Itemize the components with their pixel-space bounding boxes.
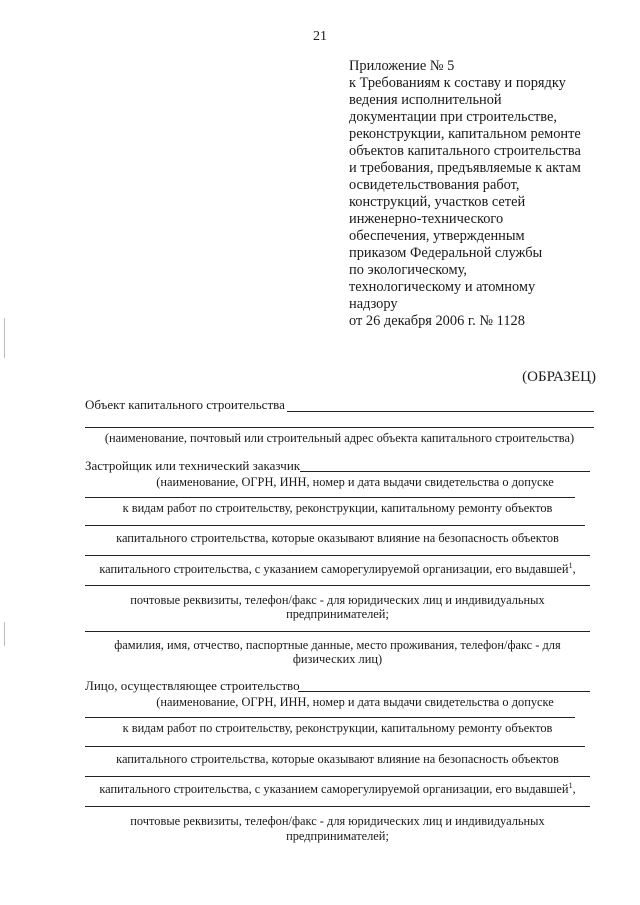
appendix-line: документации при строительстве, (349, 109, 557, 125)
caption-text: капитального строительства, с указанием саморегулируемой организации, его выдавшей (99, 782, 569, 797)
object-field-line-2[interactable] (85, 427, 594, 428)
developer-field-line[interactable] (300, 471, 590, 472)
builder-field-line-5[interactable] (85, 806, 590, 807)
footnote-mark: 1 (568, 781, 573, 790)
developer-caption: к видам работ по строительству, реконструкции, капитальному ремонту объектов (122, 501, 553, 515)
appendix-line: по экологическому, (349, 262, 467, 278)
builder-field-line-2[interactable] (85, 717, 575, 718)
builder-caption: к видам работ по строительству, реконструкции, капитальному ремонту объектов (122, 721, 553, 735)
developer-field-line-6[interactable] (85, 631, 590, 632)
appendix-line: и требования, предъявляемые к актам (349, 160, 581, 176)
object-field-line[interactable] (287, 411, 594, 412)
appendix-header (349, 58, 619, 330)
developer-field-line-5[interactable] (85, 585, 590, 586)
developer-field-line-3[interactable] (85, 525, 585, 526)
appendix-line: технологическому и атомному (349, 279, 536, 295)
appendix-line: освидетельствования работ, (349, 177, 520, 193)
developer-field-line-4[interactable] (85, 555, 590, 556)
appendix-line: приказом Федеральной службы (349, 245, 543, 261)
builder-caption: почтовые реквизиты, телефон/факс - для юридических лиц и индивидуальных (130, 814, 545, 828)
appendix-line: надзору (349, 296, 398, 312)
caption-text: капитального строительства, с указанием саморегулируемой организации, его выдавшей (99, 562, 569, 577)
developer-caption: предпринимателей; (286, 607, 389, 621)
appendix-line: инженерно-технического (349, 211, 504, 227)
builder-caption: (наименование, ОГРН, ИНН, номер и дата выдачи свидетельства о допуске (156, 695, 554, 709)
appendix-line: реконструкции, капитальном ремонте (349, 126, 581, 142)
object-label: Объект капитального строительства (85, 397, 285, 412)
developer-caption: физических лиц) (292, 652, 383, 666)
developer-caption: (наименование, ОГРН, ИНН, номер и дата выдачи свидетельства о допуске (156, 475, 554, 489)
appendix-line: объектов капитального строительства (349, 143, 581, 159)
builder-field-line[interactable] (298, 691, 590, 692)
footnote-mark: 1 (568, 561, 573, 570)
sample-label: (ОБРАЗЕЦ) (522, 369, 596, 385)
developer-caption: фамилия, имя, отчество, паспортные данные, место проживания, телефон/факс - для (114, 638, 561, 652)
appendix-line: от 26 декабря 2006 г. № 1128 (349, 313, 525, 329)
builder-label: Лицо, осуществляющее строительство (85, 678, 300, 693)
appendix-line: ведения исполнительной (349, 92, 502, 108)
appendix-line: к Требованиям к составу и порядку (349, 75, 566, 91)
object-caption: (наименование, почтовый или строительный адрес объекта капитального строительства) (104, 431, 575, 445)
developer-caption: капитального строительства, которые оказывают влияние на безопасность объектов (116, 531, 559, 545)
appendix-line: Приложение № 5 (349, 58, 455, 74)
developer-label: Застройщик или технический заказчик (85, 458, 301, 473)
builder-caption: капитального строительства, которые оказывают влияние на безопасность объектов (116, 752, 559, 766)
scan-mark (4, 318, 5, 358)
appendix-line: конструкций, участков сетей (349, 194, 526, 210)
builder-caption: предпринимателей; (286, 829, 389, 843)
developer-caption-with-footnote: капитального строительства, с указанием саморегулируемой организации, его выдавшей$^1$, (99, 561, 576, 577)
builder-field-line-3[interactable] (85, 746, 585, 747)
page-number: 21 (313, 29, 327, 44)
developer-field-line-2[interactable] (85, 497, 575, 498)
appendix-line: обеспечения, утвержденным (349, 228, 525, 244)
developer-caption: почтовые реквизиты, телефон/факс - для юридических лиц и индивидуальных (130, 593, 545, 607)
builder-caption-with-footnote: капитального строительства, с указанием саморегулируемой организации, его выдавшей$^1$, (99, 781, 576, 797)
builder-field-line-4[interactable] (85, 776, 590, 777)
scan-mark (4, 622, 5, 646)
